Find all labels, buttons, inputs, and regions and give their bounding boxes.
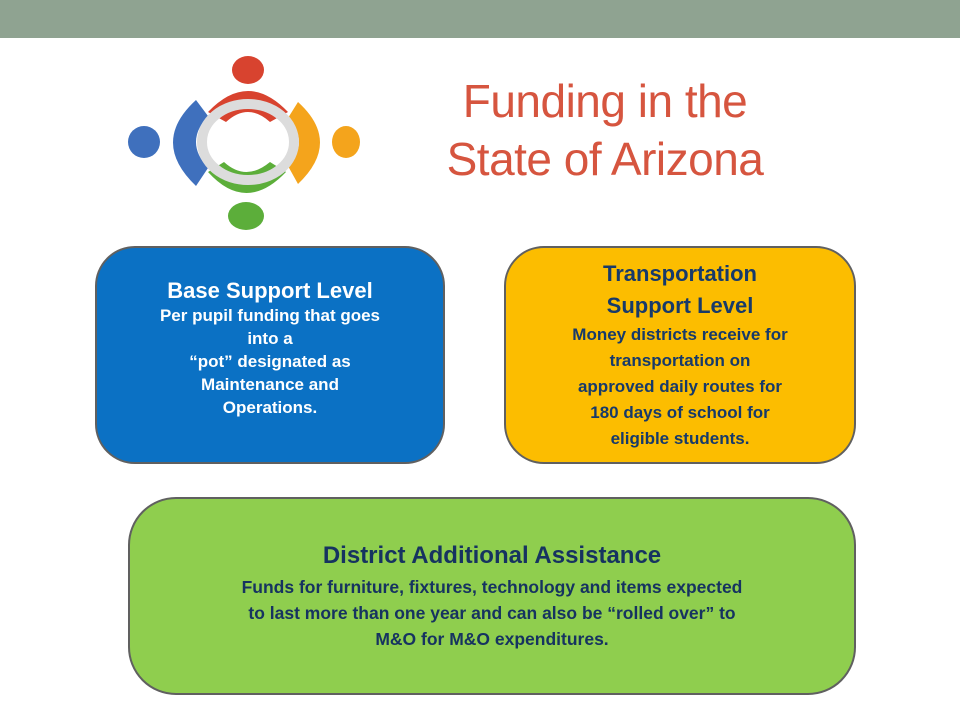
district-assistance-title: District Additional Assistance [322, 542, 662, 569]
district-assistance-line2: to last more than one year and can also be “rolled over” to [248, 603, 736, 623]
district-assistance-box [128, 497, 856, 695]
slide-title-line1: Funding in the [462, 75, 748, 127]
transportation-title-line2: Support Level [606, 293, 754, 318]
base-support-line3: “pot” designated as [189, 351, 351, 371]
base-support-line5: Operations. [222, 397, 318, 417]
transportation-line4: 180 days of school for [590, 403, 770, 422]
district-assistance-line1: Funds for furniture, fixtures, technology and items expected [241, 577, 743, 597]
blue-person [128, 100, 208, 186]
slide-title [400, 72, 810, 188]
people-circle-icon [120, 50, 370, 235]
base-support-title: Base Support Level [167, 277, 373, 303]
slide-title-line2: State of Arizona [446, 133, 764, 185]
transportation-line2: transportation on [609, 351, 751, 370]
transportation-title-line1: Transportation [602, 261, 757, 286]
base-support-line2: into a [247, 328, 293, 348]
base-support-box [95, 246, 445, 464]
transportation-line3: approved daily routes for [577, 377, 783, 396]
transportation-line5: eligible students. [610, 429, 750, 448]
transportation-line1: Money districts receive for [572, 325, 788, 344]
district-assistance-line3: M&O for M&O expenditures. [375, 629, 609, 649]
base-support-line4: Maintenance and [201, 374, 339, 394]
top-bar [0, 0, 960, 38]
base-support-line1: Per pupil funding that goes [159, 305, 381, 325]
transportation-box [504, 246, 856, 464]
